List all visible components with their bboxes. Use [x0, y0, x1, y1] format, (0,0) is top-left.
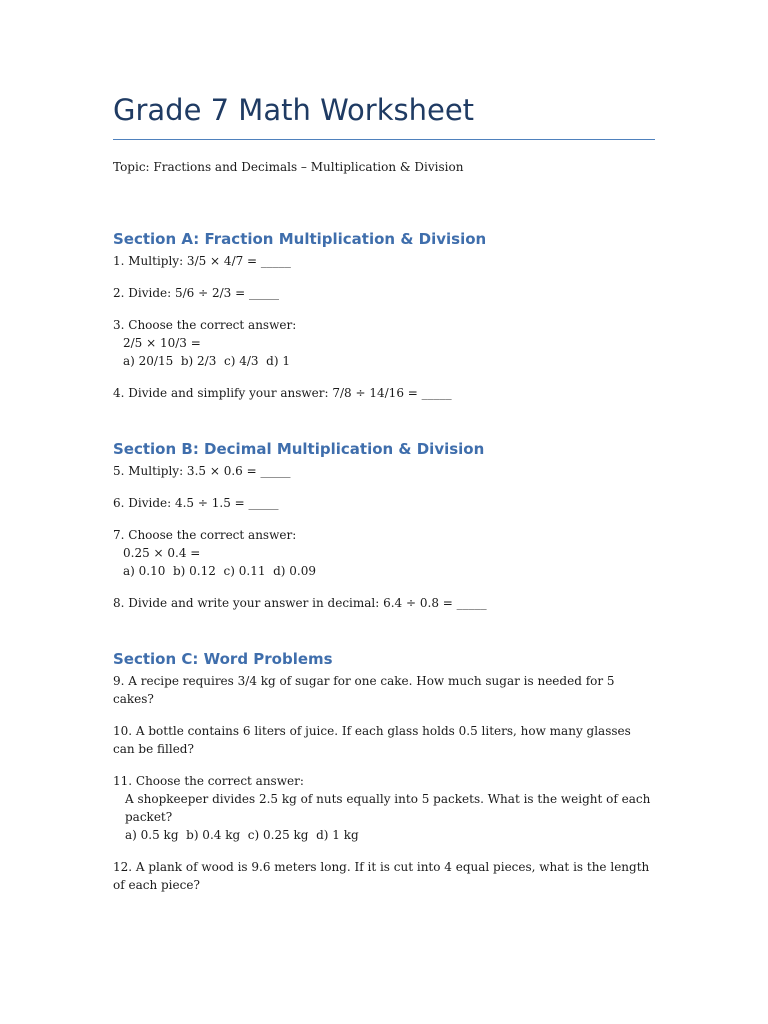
question-7	[113, 526, 655, 580]
question-7-expression: 0.25 × 0.4 =	[123, 546, 201, 560]
section-a	[113, 230, 655, 416]
question-1	[113, 252, 655, 270]
question-11	[113, 772, 655, 844]
title-underline	[113, 139, 655, 140]
question-3-expression: 2/5 × 10/3 =	[123, 336, 201, 350]
question-11-options: a) 0.5 kg b) 0.4 kg c) 0.25 kg d) 1 kg	[125, 828, 359, 842]
section-b	[113, 440, 655, 626]
question-7-options: a) 0.10 b) 0.12 c) 0.11 d) 0.09	[123, 564, 316, 578]
question-3-text: 3. Choose the correct answer:	[113, 318, 297, 332]
section-a-heading: Section A: Fraction Multiplication & Division	[113, 230, 487, 248]
question-9	[113, 672, 655, 708]
question-12-text: 12. A plank of wood is 9.6 meters long. If it is cut into 4 equal pieces, what is the length of each piece?	[113, 860, 650, 892]
question-3-options: a) 20/15 b) 2/3 c) 4/3 d) 1	[123, 354, 290, 368]
question-8	[113, 594, 655, 612]
question-9-text: 9. A recipe requires 3/4 kg of sugar for one cake. How much sugar is needed for 5 cakes?	[113, 674, 615, 706]
question-11-text: 11. Choose the correct answer:	[113, 774, 304, 788]
question-2-text: 2. Divide: 5/6 ÷ 2/3 = _____	[113, 286, 279, 300]
question-8-text: 8. Divide and write your answer in decimal: 6.4 ÷ 0.8 = _____	[113, 596, 487, 610]
question-5-text: 5. Multiply: 3.5 × 0.6 = _____	[113, 464, 291, 478]
question-5	[113, 462, 655, 480]
question-2	[113, 284, 655, 302]
question-12	[113, 858, 655, 894]
question-4	[113, 384, 655, 402]
question-6	[113, 494, 655, 512]
question-1-text: 1. Multiply: 3/5 × 4/7 = _____	[113, 254, 291, 268]
question-10-text: 10. A bottle contains 6 liters of juice. If each glass holds 0.5 liters, how many glasses can be filled?	[113, 724, 631, 756]
question-10	[113, 722, 655, 758]
question-6-text: 6. Divide: 4.5 ÷ 1.5 = _____	[113, 496, 279, 510]
page-title: Grade 7 Math Worksheet	[113, 93, 475, 127]
question-11-problem: A shopkeeper divides 2.5 kg of nuts equally into 5 packets. What is the weight of each packet?	[125, 792, 651, 824]
question-7-text: 7. Choose the correct answer:	[113, 528, 297, 542]
section-b-heading: Section B: Decimal Multiplication & Division	[113, 440, 485, 458]
section-c-heading: Section C: Word Problems	[113, 650, 333, 668]
topic-line: Topic: Fractions and Decimals – Multiplication & Division	[113, 160, 464, 174]
question-3	[113, 316, 655, 370]
question-4-text: 4. Divide and simplify your answer: 7/8 ÷ 14/16 = _____	[113, 386, 452, 400]
section-c	[113, 650, 655, 908]
